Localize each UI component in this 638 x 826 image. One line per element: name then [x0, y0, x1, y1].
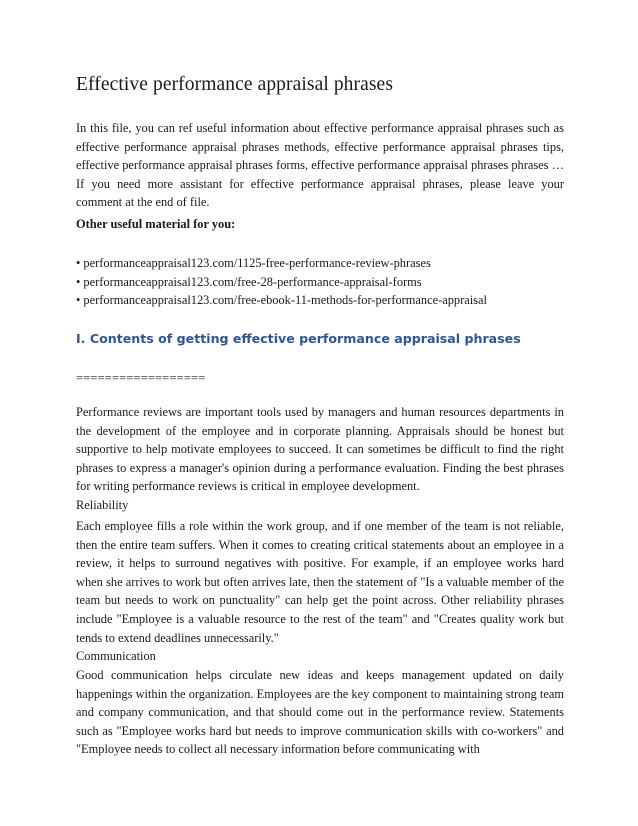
- section-heading: I. Contents of getting effective performance appraisal phrases: [76, 331, 521, 346]
- text-divider: ==================: [76, 371, 206, 385]
- link-item[interactable]: • performanceappraisal123.com/free-28-performance-appraisal-forms: [76, 274, 422, 289]
- intro-paragraph: In this file, you can ref useful information about effective performance appraisal phrases such as effective performance appraisal phrases methods, effective performance appraisal phrases tips, effective performance appraisal phrases forms, effective performance appraisal phrases phrases … If you need more assistant for effective performance appraisal phrases, please leave your comment at the end of file.: [76, 121, 564, 210]
- paragraph-block: [76, 666, 564, 759]
- other-material-heading: Other useful material for you:: [76, 217, 236, 231]
- paragraph-block: [76, 403, 564, 515]
- paragraph-text: Each employee fills a role within the work group, and if one member of the team is not reliable, then the entire team suffers. When it comes to creating critical statements about an employee in a review, it helps to surround negatives with positive. For example, if an employee works hard when she arrives to work but often arrives late, then the statement of "Is a valuable member of the team but needs to work on punctuality" can help get the point across. Other reliability phrases include "Employee is a valuable resource to the rest of the team" and "Creates quality work but tends to extend deadlines unnecessarily.": [76, 519, 564, 645]
- paragraph-text: Performance reviews are important tools used by managers and human resources departments in the development of the employee and in corporate planning. Appraisals should be honest but supportive to help motivate employees to succeed. It can sometimes be difficult to find the right phrases to express a manager's opinion during a performance evaluation. Finding the best phrases for writing performance reviews is critical in employee development.: [76, 405, 564, 494]
- paragraph-block: [76, 517, 564, 666]
- useful-links-list: [76, 254, 564, 310]
- subheading-reliability: Reliability: [76, 497, 129, 512]
- paragraph-text: Good communication helps circulate new ideas and keeps management updated on daily happenings within the organization. Employees are the key component to maintaining strong team and company communication, and that should come out in the performance review. Statements such as "Employee works hard but needs to improve communication skills with co-workers" and "Employee needs to collect all necessary information before communicating with: [76, 668, 564, 757]
- link-item[interactable]: • performanceappraisal123.com/free-ebook-11-methods-for-performance-appraisal: [76, 293, 487, 308]
- link-item[interactable]: • performanceappraisal123.com/1125-free-performance-review-phrases: [76, 256, 431, 270]
- document-title: Effective performance appraisal phrases: [76, 74, 394, 95]
- subheading-communication: Communication: [76, 649, 156, 664]
